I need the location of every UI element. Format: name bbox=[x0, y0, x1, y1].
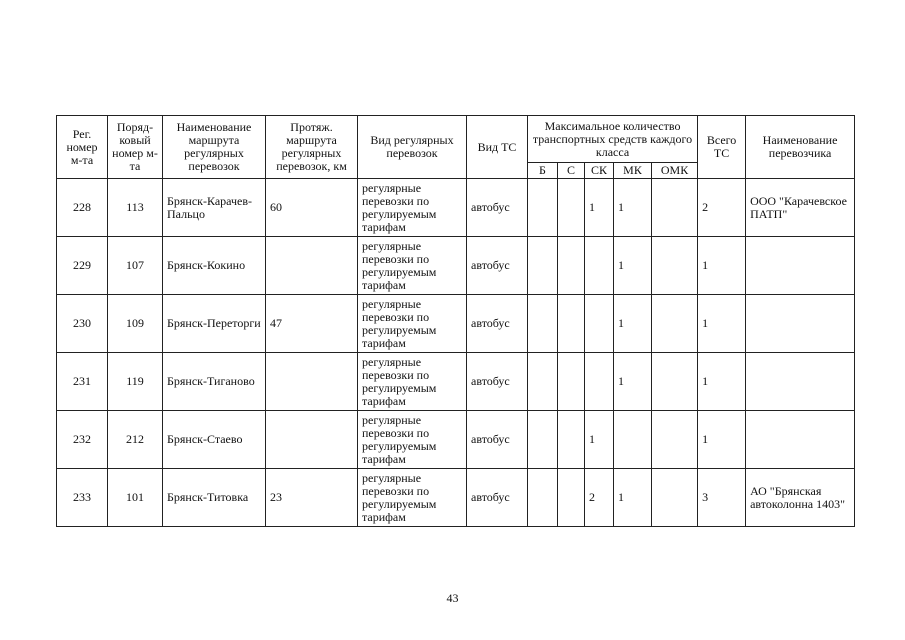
cell-route-name: Брянск-Карачев-Пальцо bbox=[163, 179, 266, 237]
cell-total-vehicles: 1 bbox=[698, 295, 746, 353]
header-class-s: С bbox=[558, 163, 585, 179]
cell-vehicle-type: автобус bbox=[467, 469, 528, 527]
cell-route-name: Брянск-Тиганово bbox=[163, 353, 266, 411]
cell-vehicle-type: автобус bbox=[467, 353, 528, 411]
table-row bbox=[57, 237, 855, 295]
cell-class-sk: 2 bbox=[585, 469, 614, 527]
routes-table bbox=[56, 115, 855, 527]
cell-class-omk bbox=[652, 411, 698, 469]
cell-route-name: Брянск-Титовка bbox=[163, 469, 266, 527]
cell-seq-no: 107 bbox=[108, 237, 163, 295]
cell-reg-no: 228 bbox=[57, 179, 108, 237]
cell-vehicle-type: автобус bbox=[467, 179, 528, 237]
table-row bbox=[57, 353, 855, 411]
cell-carrier bbox=[746, 295, 855, 353]
cell-transport-kind: регулярные перевозки по регулируемым тарифам bbox=[358, 353, 467, 411]
cell-transport-kind: регулярные перевозки по регулируемым тарифам bbox=[358, 237, 467, 295]
cell-class-b bbox=[528, 469, 558, 527]
header-carrier: Наименование перевозчика bbox=[746, 116, 855, 179]
cell-class-mk: 1 bbox=[614, 353, 652, 411]
cell-class-b bbox=[528, 237, 558, 295]
cell-class-mk: 1 bbox=[614, 237, 652, 295]
cell-seq-no: 113 bbox=[108, 179, 163, 237]
cell-total-vehicles: 1 bbox=[698, 411, 746, 469]
header-transport-kind: Вид регулярных перевозок bbox=[358, 116, 467, 179]
table-row bbox=[57, 411, 855, 469]
cell-transport-kind: регулярные перевозки по регулируемым тарифам bbox=[358, 411, 467, 469]
cell-seq-no: 119 bbox=[108, 353, 163, 411]
cell-reg-no: 233 bbox=[57, 469, 108, 527]
table-row bbox=[57, 179, 855, 237]
header-class-omk: ОМК bbox=[652, 163, 698, 179]
cell-class-omk bbox=[652, 237, 698, 295]
cell-class-s bbox=[558, 295, 585, 353]
cell-route-length bbox=[266, 237, 358, 295]
cell-class-sk bbox=[585, 353, 614, 411]
header-total-vehicles: Всего ТС bbox=[698, 116, 746, 179]
cell-vehicle-type: автобус bbox=[467, 411, 528, 469]
cell-transport-kind: регулярные перевозки по регулируемым тарифам bbox=[358, 179, 467, 237]
cell-class-mk: 1 bbox=[614, 179, 652, 237]
cell-class-s bbox=[558, 353, 585, 411]
cell-class-mk bbox=[614, 411, 652, 469]
cell-class-sk bbox=[585, 295, 614, 353]
cell-reg-no: 232 bbox=[57, 411, 108, 469]
cell-route-length: 47 bbox=[266, 295, 358, 353]
cell-vehicle-type: автобус bbox=[467, 237, 528, 295]
cell-total-vehicles: 1 bbox=[698, 237, 746, 295]
cell-carrier bbox=[746, 353, 855, 411]
cell-route-length: 60 bbox=[266, 179, 358, 237]
cell-reg-no: 230 bbox=[57, 295, 108, 353]
cell-reg-no: 229 bbox=[57, 237, 108, 295]
cell-class-mk: 1 bbox=[614, 469, 652, 527]
header-class-b: Б bbox=[528, 163, 558, 179]
cell-seq-no: 109 bbox=[108, 295, 163, 353]
header-vehicle-type: Вид ТС bbox=[467, 116, 528, 179]
cell-route-length: 23 bbox=[266, 469, 358, 527]
cell-seq-no: 101 bbox=[108, 469, 163, 527]
cell-class-sk bbox=[585, 237, 614, 295]
header-max-count: Максимальное количество транспортных средств каждого класса bbox=[528, 116, 698, 163]
cell-class-omk bbox=[652, 469, 698, 527]
cell-route-name: Брянск-Стаево bbox=[163, 411, 266, 469]
page-number: 43 bbox=[446, 591, 459, 605]
cell-class-sk: 1 bbox=[585, 179, 614, 237]
cell-class-s bbox=[558, 179, 585, 237]
cell-class-omk bbox=[652, 295, 698, 353]
cell-class-b bbox=[528, 411, 558, 469]
cell-vehicle-type: автобус bbox=[467, 295, 528, 353]
cell-seq-no: 212 bbox=[108, 411, 163, 469]
header-class-mk: МК bbox=[614, 163, 652, 179]
cell-class-omk bbox=[652, 179, 698, 237]
cell-total-vehicles: 1 bbox=[698, 353, 746, 411]
cell-transport-kind: регулярные перевозки по регулируемым тарифам bbox=[358, 469, 467, 527]
cell-reg-no: 231 bbox=[57, 353, 108, 411]
cell-class-b bbox=[528, 179, 558, 237]
cell-route-name: Брянск-Переторги bbox=[163, 295, 266, 353]
cell-class-b bbox=[528, 353, 558, 411]
cell-transport-kind: регулярные перевозки по регулируемым тарифам bbox=[358, 295, 467, 353]
header-seq-no: Поряд-ковый номер м-та bbox=[108, 116, 163, 179]
cell-route-name: Брянск-Кокино bbox=[163, 237, 266, 295]
cell-class-s bbox=[558, 237, 585, 295]
cell-class-mk: 1 bbox=[614, 295, 652, 353]
header-reg-no: Рег. номер м-та bbox=[57, 116, 108, 179]
table-row bbox=[57, 469, 855, 527]
cell-total-vehicles: 3 bbox=[698, 469, 746, 527]
cell-class-b bbox=[528, 295, 558, 353]
header-route-name: Наименование маршрута регулярных перевозок bbox=[163, 116, 266, 179]
table-row bbox=[57, 295, 855, 353]
cell-class-s bbox=[558, 411, 585, 469]
cell-carrier: ООО "Карачевское ПАТП" bbox=[746, 179, 855, 237]
cell-route-length bbox=[266, 411, 358, 469]
cell-route-length bbox=[266, 353, 358, 411]
cell-class-sk: 1 bbox=[585, 411, 614, 469]
cell-carrier: АО "Брянская автоколонна 1403" bbox=[746, 469, 855, 527]
cell-class-omk bbox=[652, 353, 698, 411]
cell-carrier bbox=[746, 411, 855, 469]
header-route-length: Протяж. маршрута регулярных перевозок, км bbox=[266, 116, 358, 179]
header-class-sk: СК bbox=[585, 163, 614, 179]
cell-total-vehicles: 2 bbox=[698, 179, 746, 237]
cell-carrier bbox=[746, 237, 855, 295]
cell-class-s bbox=[558, 469, 585, 527]
